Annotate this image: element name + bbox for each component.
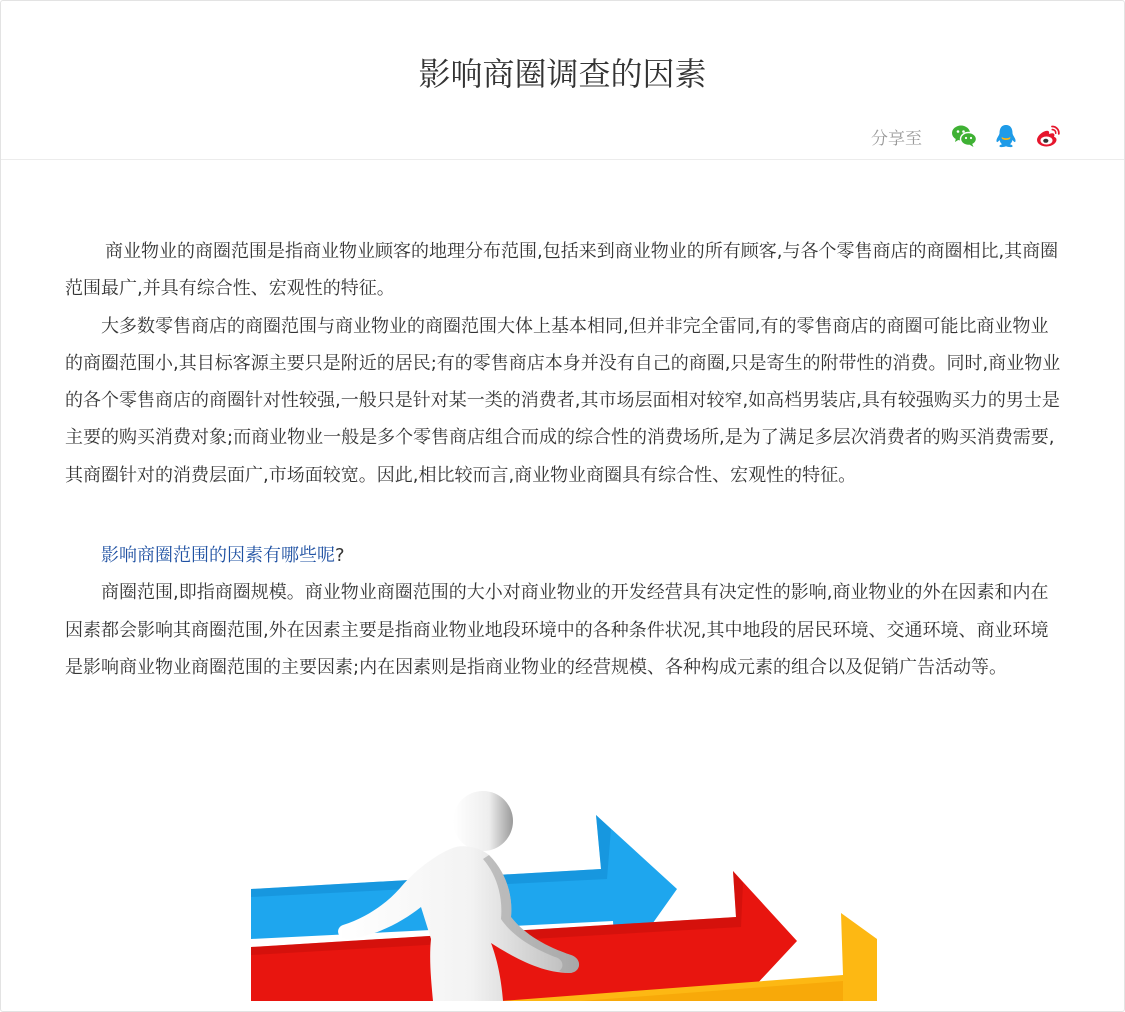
question-line: [65, 537, 1061, 574]
article-image: [251, 789, 877, 1001]
paragraph-1: 商业物业的商圈范围是指商业物业顾客的地理分布范围,包括来到商业物业的所有顾客,与各个零售商店的商圈相比,其商圈范围最广,并具有综合性、宏观性的特征。: [65, 241, 1059, 300]
share-label: 分享至: [871, 128, 922, 149]
paragraph-2: 大多数零售商店的商圈范围与商业物业的商圈范围大体上基本相同,但并非完全雷同,有的零售商店的商圈可能比商业物业的商圈范围小,其目标客源主要只是附近的居民;有的零售商店本身并没有自己的商圈,只是寄生的附带性的消费。同时,商业物业的各个零售商店的商圈针对性较强,一般只是针对某一类的消费者,其市场层面相对较窄,如高档男装店,具有较强购买力的男士是主要的购买消费对象;而商业物业一般是多个零售商店组合而成的综合性的消费场所,是为了满足多层次消费者的购买消费需要,其商圈针对的消费层面广,市场面较宽。因此,相比较而言,商业物业商圈具有综合性、宏观性的特征。: [65, 315, 1061, 486]
running-man-arrows-illustration: [251, 789, 877, 1001]
article-title: 影响商圈调查的因素: [418, 55, 707, 93]
article-header: [1, 1, 1124, 160]
paragraph-3: 商圈范围,即指商圈规模。商业物业商圈范围的大小对商业物业的开发经营具有决定性的影响,商业物业的外在因素和内在因素都会影响其商圈范围,外在因素主要是指商业物业地段环境中的各种条件状况,其中地段的居民环境、交通环境、商业环境是影响商业物业商圈范围的主要因素;内在因素则是指商业物业的经营规模、各种构成元素的组合以及促销广告活动等。: [65, 582, 1049, 678]
weibo-icon[interactable]: [1034, 122, 1062, 150]
qq-icon[interactable]: [992, 122, 1020, 150]
wechat-icon[interactable]: [950, 122, 978, 150]
article-body: [65, 233, 1061, 686]
question-link[interactable]: 影响商圈范围的因素有哪些呢: [101, 545, 335, 567]
question-mark: ?: [335, 545, 345, 567]
share-bar: [871, 121, 1062, 151]
paragraph-gap: [65, 494, 1061, 537]
